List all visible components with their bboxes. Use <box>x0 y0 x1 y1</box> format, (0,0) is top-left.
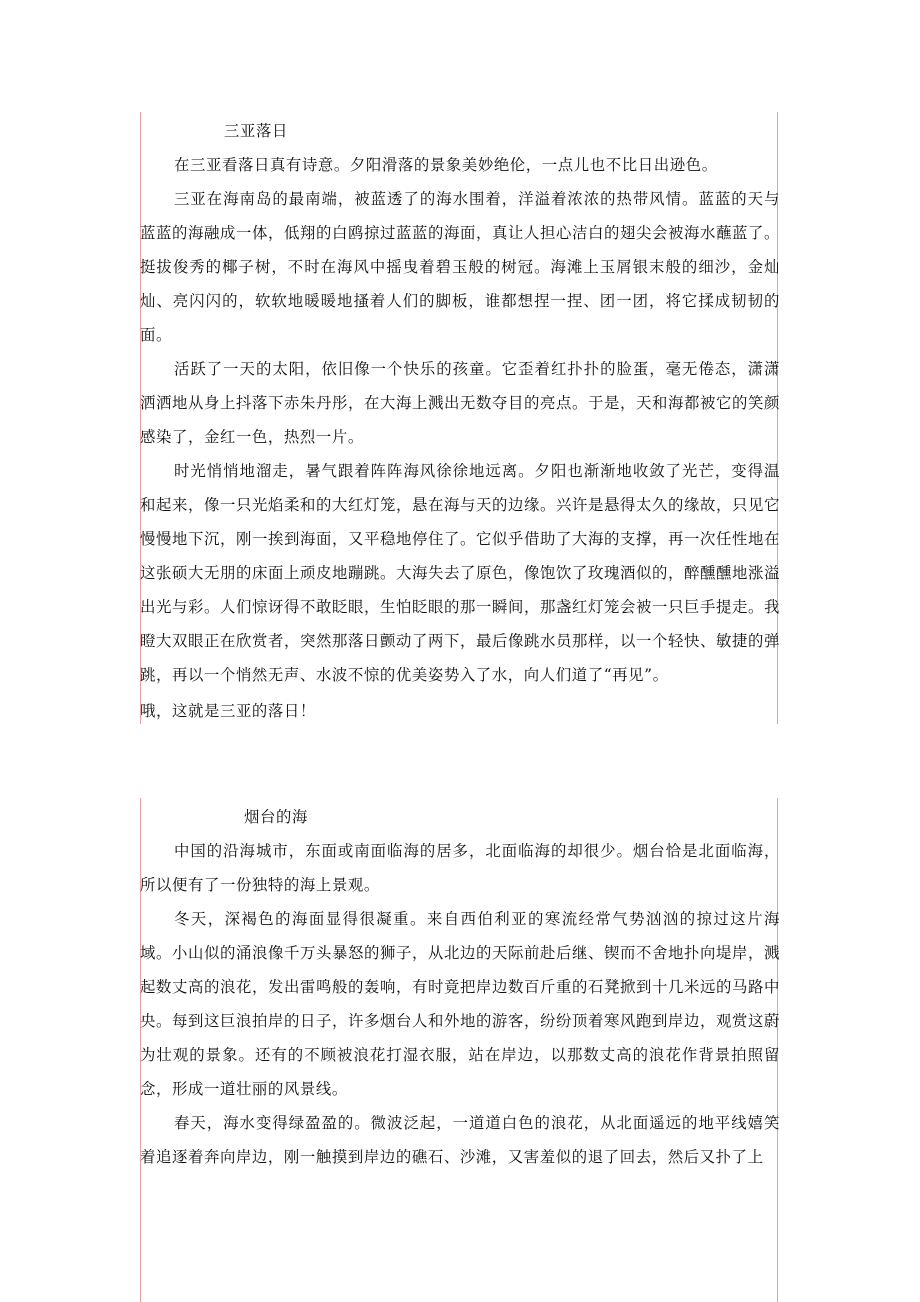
closing-line: 哦，这就是三亚的落日！ <box>140 702 316 720</box>
paragraph: 冬天，深褐色的海面显得很凝重。来自西伯利亚的寒流经常气势汹汹的掠过这片海域。小山似的涌浪像千万头暴怒的狮子，从北边的天际前赴后继、锲而不舍地扑向堤岸，溅起数丈高的浪花，发出雷鸣般的轰响，有时竟把岸边数百斤重的石凳掀到十几米远的马路中央。每到这巨浪拍岸的日子，许多烟台人和外地的游客，纷纷顶着寒风跑到岸边，观赏这蔚为壮观的景象。还有的不顾被浪花打湿衣服，站在岸边，以那数丈高的浪花作背景拍照留念，形成一道壮丽的风景线。 <box>140 910 780 1098</box>
paragraph: 中国的沿海城市，东面或南面临海的居多，北面临海的却很少。烟台恰是北面临海，所以便有了一份独特的海上景观。 <box>140 842 780 894</box>
article-yantai-sea <box>140 800 780 1174</box>
article-title: 三亚落日 <box>224 122 288 140</box>
paragraph: 活跃了一天的太阳，依旧像一个快乐的孩童。它歪着红扑扑的脸蛋，毫无倦态，潇潇洒洒地从身上抖落下赤朱丹彤，在大海上溅出无数夺目的亮点。于是，天和海都被它的笑颜感染了，金红一色，热烈一片。 <box>140 360 780 446</box>
article-title: 烟台的海 <box>244 808 308 826</box>
paragraph: 三亚在海南岛的最南端，被蓝透了的海水围着，洋溢着浓浓的热带风情。蓝蓝的天与蓝蓝的海融成一体，低翔的白鸥掠过蓝蓝的海面，真让人担心洁白的翅尖会被海水蘸蓝了。挺拔俊秀的椰子树，不时在海风中摇曳着碧玉般的树冠。海滩上玉屑银末般的细沙，金灿灿、亮闪闪的，软软地暖暖地搔着人们的脚板，谁都想捏一捏、团一团，将它揉成韧韧的面。 <box>140 190 780 344</box>
paragraph: 春天，海水变得绿盈盈的。微波泛起，一道道白色的浪花，从北面遥远的地平线嬉笑着追逐着奔向岸边，刚一触摸到岸边的礁石、沙滩，又害羞似的退了回去，然后又扑了上 <box>140 1114 780 1166</box>
paragraph: 在三亚看落日真有诗意。夕阳滑落的景象美妙绝伦，一点儿也不比日出逊色。 <box>174 156 718 174</box>
paragraph: 时光悄悄地溜走，暑气跟着阵阵海风徐徐地远离。夕阳也渐渐地收敛了光芒，变得温和起来，像一只光焰柔和的大红灯笼，悬在海与天的边缘。兴许是悬得太久的缘故，只见它慢慢地下沉，刚一挨到海面，又平稳地停住了。它似乎借助了大海的支撑，再一次任性地在这张硕大无朋的床面上顽皮地蹦跳。大海失去了原色，像饱饮了玫瑰酒似的，醉醺醺地涨溢出光与彩。人们惊讶得不敢眨眼，生怕眨眼的那一瞬间，那盏红灯笼会被一只巨手提走。我瞪大双眼正在欣赏者，突然那落日颤动了两下，最后像跳水员那样，以一个轻快、敏捷的弹跳，再以一个悄然无声、水波不惊的优美姿势入了水，向人们道了“再见”。 <box>140 462 780 684</box>
article-sanya-sunset <box>140 114 780 728</box>
